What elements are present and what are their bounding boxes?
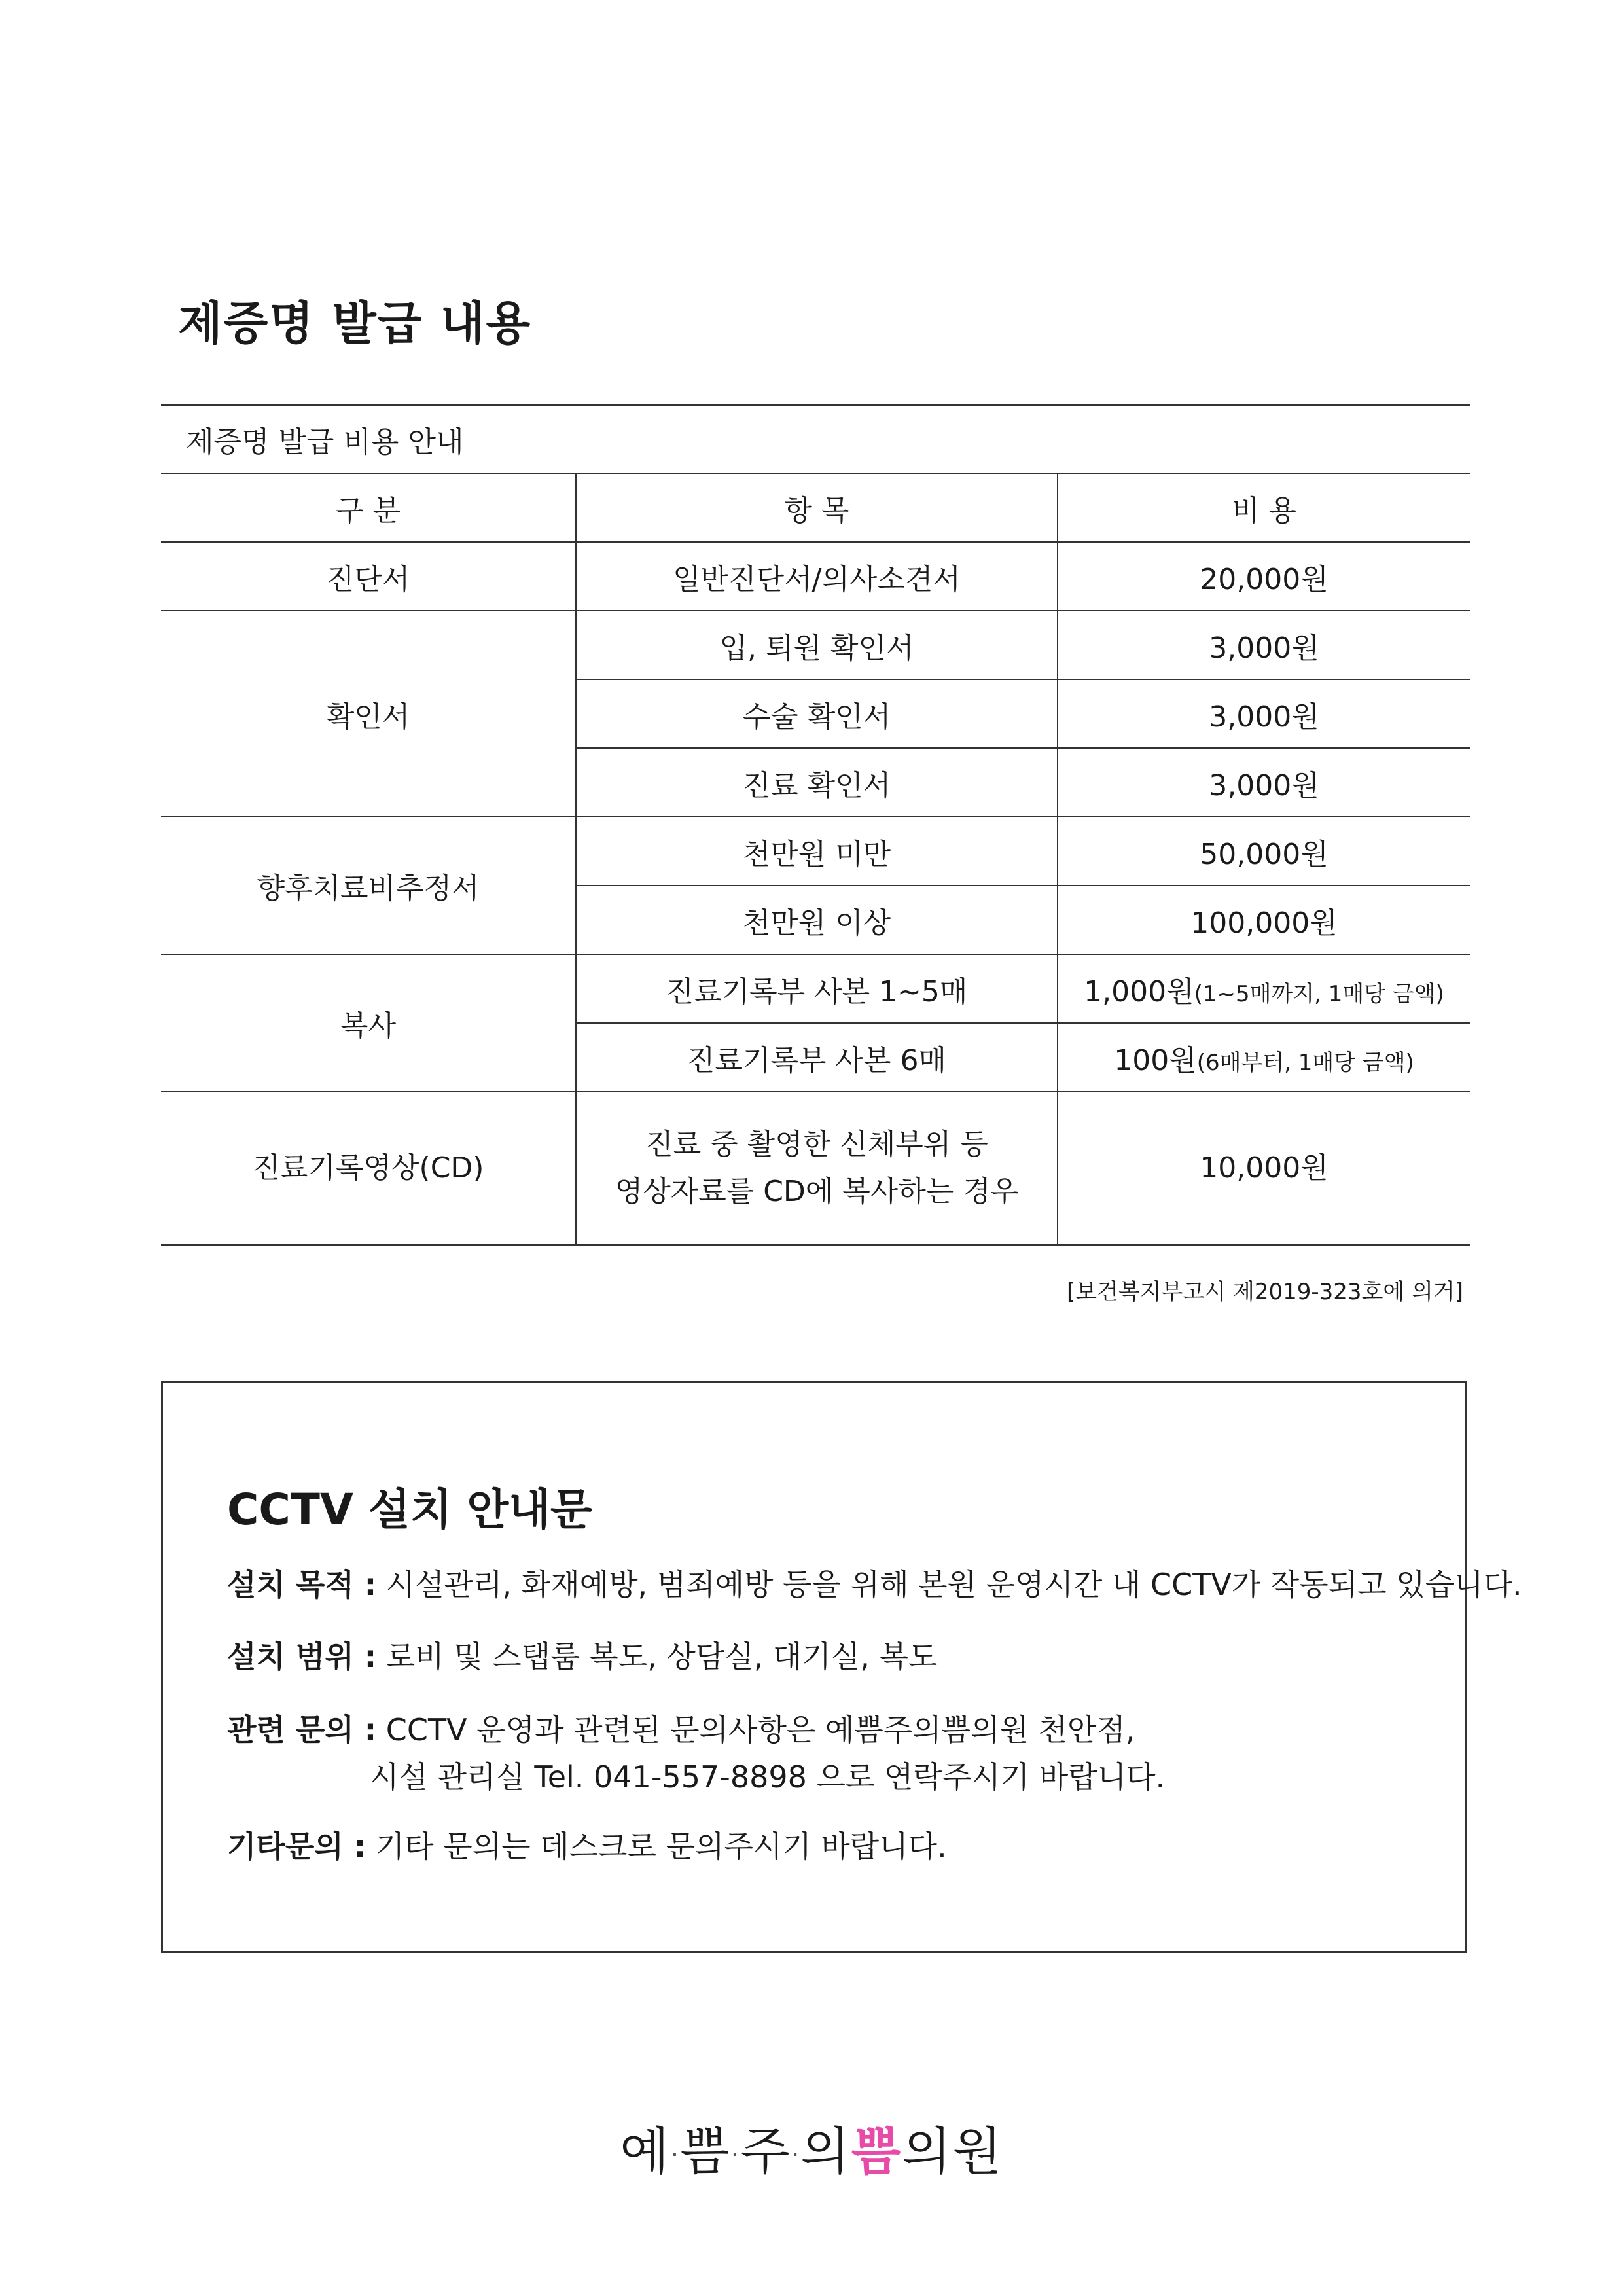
category-cell: 향후치료비추정서 (161, 817, 576, 954)
cctv-other (227, 1823, 947, 1870)
item-cell: 진료기록부 사본 1~5매 (576, 954, 1058, 1023)
logo-dot: · (730, 2140, 741, 2170)
clinic-logo (0, 2111, 1623, 2184)
fee-cell (1058, 954, 1470, 1023)
fee-cell: 3,000원 (1058, 679, 1470, 748)
logo-dot: · (670, 2140, 681, 2170)
cctv-purpose (227, 1561, 1522, 1608)
header-item: 항 목 (576, 473, 1058, 542)
logo-text: 주 (740, 2123, 791, 2181)
fee-note: (6매부터, 1매당 금액) (1196, 1049, 1414, 1076)
item-cell (576, 1092, 1058, 1246)
table-caption-row (161, 405, 1470, 474)
logo-dot: · (791, 2140, 801, 2170)
table-header-row (161, 473, 1470, 542)
header-category: 구 분 (161, 473, 576, 542)
fee-cell (1058, 1023, 1470, 1092)
fee-table (161, 404, 1470, 1246)
logo-suffix: 의원 (902, 2123, 1003, 2181)
scope-label: 설치 범위 : (227, 1639, 377, 1674)
item-cell: 천만원 미만 (576, 817, 1058, 886)
cctv-scope (227, 1633, 937, 1680)
cctv-inquiry (227, 1706, 1165, 1801)
item-cell: 진료기록부 사본 6매 (576, 1023, 1058, 1092)
fee-cell: 20,000원 (1058, 542, 1470, 611)
purpose-text: 시설관리, 화재예방, 범죄예방 등을 위해 본원 운영시간 내 CCTV가 작동되고 있습니다. (385, 1567, 1522, 1602)
purpose-label: 설치 목적 : (227, 1567, 377, 1602)
source-note: [보건복지부고시 제2019-323호에 의거] (1067, 1279, 1463, 1305)
cctv-notice-box (161, 1381, 1522, 1953)
fee-cell: 3,000원 (1058, 611, 1470, 679)
logo-text: 예 (620, 2123, 671, 2181)
table-caption: 제증명 발급 비용 안내 (161, 405, 1470, 474)
item-cell: 진료 확인서 (576, 748, 1058, 817)
header-fee: 비 용 (1058, 473, 1470, 542)
table-row (161, 611, 1470, 679)
page-title: 제증명 발급 내용 (178, 296, 532, 350)
table-row (161, 1092, 1470, 1246)
item-cell: 일반진단서/의사소견서 (576, 542, 1058, 611)
table-row (161, 954, 1470, 1023)
category-cell: 진료기록영상(CD) (161, 1092, 576, 1246)
item-line: 진료 중 촬영한 신체부위 등 (645, 1128, 988, 1161)
fee-cell: 50,000원 (1058, 817, 1470, 886)
category-cell: 진단서 (161, 542, 576, 611)
other-text: 기타 문의는 데스크로 문의주시기 바랍니다. (375, 1829, 947, 1864)
logo-text: 의 (800, 2123, 851, 2181)
logo-text: 쁨 (680, 2123, 731, 2181)
item-line: 영상자료를 CD에 복사하는 경우 (615, 1175, 1019, 1208)
fee-cell: 100,000원 (1058, 886, 1470, 954)
table-row (161, 817, 1470, 886)
fee-note: (1~5매까지, 1매당 금액) (1194, 980, 1444, 1007)
category-cell: 복사 (161, 954, 576, 1092)
fee-amount: 1,000원 (1084, 975, 1194, 1009)
category-cell: 확인서 (161, 611, 576, 817)
item-cell: 수술 확인서 (576, 679, 1058, 748)
logo-accent: 쁨 (851, 2123, 902, 2181)
inquiry-line1: CCTV 운영과 관련된 문의사항은 예쁨주의쁨의원 천안점, (385, 1712, 1135, 1748)
scope-text: 로비 및 스탭룸 복도, 상담실, 대기실, 복도 (385, 1639, 938, 1674)
other-label: 기타문의 : (227, 1829, 366, 1864)
fee-amount: 100원 (1114, 1043, 1197, 1077)
inquiry-line2: 시설 관리실 Tel. 041-557-8898 으로 연락주시기 바랍니다. (370, 1759, 1166, 1795)
item-cell: 천만원 이상 (576, 886, 1058, 954)
inquiry-label: 관련 문의 : (227, 1712, 377, 1748)
fee-cell: 10,000원 (1058, 1092, 1470, 1246)
fee-cell: 3,000원 (1058, 748, 1470, 817)
cctv-title: CCTV 설치 안내문 (227, 1484, 592, 1535)
table-row (161, 542, 1470, 611)
item-cell: 입, 퇴원 확인서 (576, 611, 1058, 679)
